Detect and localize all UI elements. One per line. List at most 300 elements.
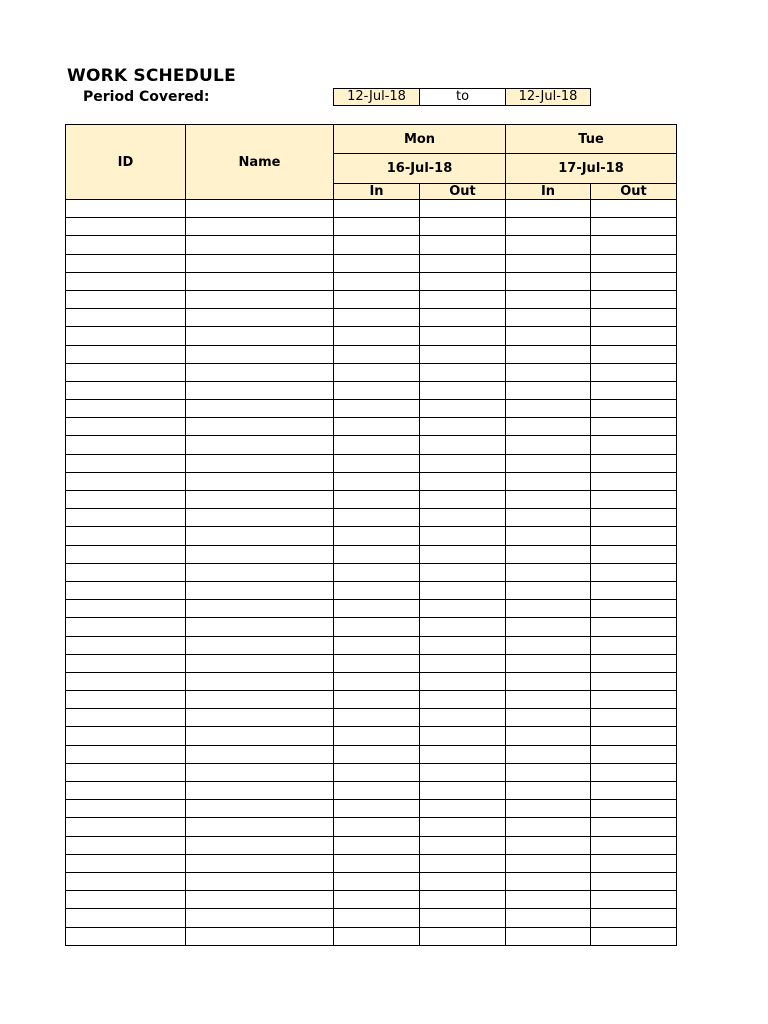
tue-in-cell[interactable] [506, 509, 591, 527]
mon-in-cell[interactable] [334, 545, 420, 563]
mon-out-cell[interactable] [420, 345, 506, 363]
tue-out-cell[interactable] [591, 363, 677, 381]
tue-in-cell[interactable] [506, 672, 591, 690]
mon-out-cell[interactable] [420, 200, 506, 218]
id-cell[interactable] [66, 418, 186, 436]
mon-in-cell[interactable] [334, 454, 420, 472]
mon-in-cell[interactable] [334, 327, 420, 345]
tue-out-cell[interactable] [591, 818, 677, 836]
table-row [66, 509, 677, 527]
tue-out-cell[interactable] [591, 581, 677, 599]
table-row [66, 563, 677, 581]
tue-in-cell[interactable] [506, 636, 591, 654]
mon-in-cell[interactable] [334, 218, 420, 236]
id-cell[interactable] [66, 491, 186, 509]
mon-out-cell[interactable] [420, 636, 506, 654]
table-row [66, 254, 677, 272]
header-tue-in[interactable]: In [506, 184, 591, 200]
mon-out-cell[interactable] [420, 891, 506, 909]
mon-in-cell[interactable] [334, 381, 420, 399]
tue-out-cell[interactable] [591, 400, 677, 418]
header-date-mon[interactable]: 16-Jul-18 [334, 154, 506, 184]
tue-in-cell[interactable] [506, 327, 591, 345]
table-row [66, 272, 677, 290]
id-cell[interactable] [66, 672, 186, 690]
mon-out-cell[interactable] [420, 254, 506, 272]
mon-out-cell[interactable] [420, 436, 506, 454]
mon-out-cell[interactable] [420, 563, 506, 581]
name-cell[interactable] [186, 818, 334, 836]
mon-in-cell[interactable] [334, 290, 420, 308]
tue-out-cell[interactable] [591, 800, 677, 818]
tue-out-cell[interactable] [591, 600, 677, 618]
name-cell[interactable] [186, 254, 334, 272]
mon-in-cell[interactable] [334, 872, 420, 890]
tue-out-cell[interactable] [591, 563, 677, 581]
id-cell[interactable] [66, 782, 186, 800]
header-id[interactable]: ID [66, 125, 186, 200]
name-cell[interactable] [186, 618, 334, 636]
mon-out-cell[interactable] [420, 654, 506, 672]
name-cell[interactable] [186, 854, 334, 872]
table-row [66, 909, 677, 927]
mon-in-cell[interactable] [334, 654, 420, 672]
tue-out-cell[interactable] [591, 691, 677, 709]
name-cell[interactable] [186, 600, 334, 618]
id-cell[interactable] [66, 472, 186, 490]
tue-in-cell[interactable] [506, 854, 591, 872]
tue-out-cell[interactable] [591, 527, 677, 545]
table-row [66, 236, 677, 254]
tue-in-cell[interactable] [506, 236, 591, 254]
tue-out-cell[interactable] [591, 491, 677, 509]
table-row [66, 672, 677, 690]
mon-in-cell[interactable] [334, 236, 420, 254]
header-date-tue[interactable]: 17-Jul-18 [506, 154, 677, 184]
id-cell[interactable] [66, 309, 186, 327]
tue-in-cell[interactable] [506, 363, 591, 381]
mon-in-cell[interactable] [334, 800, 420, 818]
mon-out-cell[interactable] [420, 272, 506, 290]
tue-out-cell[interactable] [591, 345, 677, 363]
id-cell[interactable] [66, 363, 186, 381]
id-cell[interactable] [66, 891, 186, 909]
tue-in-cell[interactable] [506, 218, 591, 236]
mon-out-cell[interactable] [420, 927, 506, 945]
tue-in-cell[interactable] [506, 345, 591, 363]
name-cell[interactable] [186, 290, 334, 308]
mon-out-cell[interactable] [420, 836, 506, 854]
tue-in-cell[interactable] [506, 254, 591, 272]
table-row [66, 436, 677, 454]
table-row [66, 418, 677, 436]
period-start-cell[interactable]: 12-Jul-18 [333, 88, 420, 106]
mon-in-cell[interactable] [334, 200, 420, 218]
mon-out-cell[interactable] [420, 327, 506, 345]
mon-out-cell[interactable] [420, 509, 506, 527]
tue-out-cell[interactable] [591, 509, 677, 527]
id-cell[interactable] [66, 381, 186, 399]
mon-in-cell[interactable] [334, 763, 420, 781]
id-cell[interactable] [66, 272, 186, 290]
mon-out-cell[interactable] [420, 236, 506, 254]
name-cell[interactable] [186, 363, 334, 381]
mon-out-cell[interactable] [420, 363, 506, 381]
tue-in-cell[interactable] [506, 691, 591, 709]
name-cell[interactable] [186, 709, 334, 727]
id-cell[interactable] [66, 581, 186, 599]
mon-out-cell[interactable] [420, 290, 506, 308]
name-cell[interactable] [186, 309, 334, 327]
tue-in-cell[interactable] [506, 400, 591, 418]
tue-in-cell[interactable] [506, 709, 591, 727]
mon-in-cell[interactable] [334, 854, 420, 872]
mon-in-cell[interactable] [334, 418, 420, 436]
id-cell[interactable] [66, 763, 186, 781]
tue-in-cell[interactable] [506, 545, 591, 563]
tue-out-cell[interactable] [591, 854, 677, 872]
mon-in-cell[interactable] [334, 636, 420, 654]
tue-in-cell[interactable] [506, 818, 591, 836]
mon-out-cell[interactable] [420, 527, 506, 545]
tue-in-cell[interactable] [506, 290, 591, 308]
tue-out-cell[interactable] [591, 254, 677, 272]
mon-out-cell[interactable] [420, 545, 506, 563]
tue-out-cell[interactable] [591, 927, 677, 945]
tue-out-cell[interactable] [591, 545, 677, 563]
tue-out-cell[interactable] [591, 236, 677, 254]
tue-in-cell[interactable] [506, 454, 591, 472]
mon-out-cell[interactable] [420, 218, 506, 236]
name-cell[interactable] [186, 581, 334, 599]
tue-out-cell[interactable] [591, 272, 677, 290]
table-row [66, 836, 677, 854]
id-cell[interactable] [66, 600, 186, 618]
name-cell[interactable] [186, 272, 334, 290]
id-cell[interactable] [66, 345, 186, 363]
mon-in-cell[interactable] [334, 309, 420, 327]
name-cell[interactable] [186, 472, 334, 490]
table-row [66, 290, 677, 308]
mon-out-cell[interactable] [420, 618, 506, 636]
name-cell[interactable] [186, 891, 334, 909]
mon-out-cell[interactable] [420, 418, 506, 436]
table-row [66, 727, 677, 745]
id-cell[interactable] [66, 927, 186, 945]
tue-in-cell[interactable] [506, 272, 591, 290]
header-day-mon[interactable]: Mon [334, 125, 506, 154]
table-row [66, 854, 677, 872]
table-row [66, 618, 677, 636]
name-cell[interactable] [186, 763, 334, 781]
id-cell[interactable] [66, 636, 186, 654]
header-tue-out[interactable]: Out [591, 184, 677, 200]
mon-out-cell[interactable] [420, 581, 506, 599]
mon-in-cell[interactable] [334, 909, 420, 927]
header-mon-in[interactable]: In [334, 184, 420, 200]
id-cell[interactable] [66, 836, 186, 854]
mon-in-cell[interactable] [334, 891, 420, 909]
name-cell[interactable] [186, 436, 334, 454]
tue-in-cell[interactable] [506, 581, 591, 599]
tue-out-cell[interactable] [591, 218, 677, 236]
mon-out-cell[interactable] [420, 800, 506, 818]
table-row [66, 200, 677, 218]
tue-in-cell[interactable] [506, 763, 591, 781]
mon-out-cell[interactable] [420, 745, 506, 763]
mon-out-cell[interactable] [420, 491, 506, 509]
tue-in-cell[interactable] [506, 309, 591, 327]
tue-out-cell[interactable] [591, 672, 677, 690]
id-cell[interactable] [66, 818, 186, 836]
name-cell[interactable] [186, 672, 334, 690]
table-row [66, 782, 677, 800]
schedule-table [65, 124, 677, 946]
mon-out-cell[interactable] [420, 727, 506, 745]
id-cell[interactable] [66, 691, 186, 709]
table-row [66, 400, 677, 418]
name-cell[interactable] [186, 218, 334, 236]
id-cell[interactable] [66, 745, 186, 763]
mon-in-cell[interactable] [334, 709, 420, 727]
mon-in-cell[interactable] [334, 600, 420, 618]
tue-out-cell[interactable] [591, 909, 677, 927]
mon-out-cell[interactable] [420, 309, 506, 327]
header-day-tue[interactable]: Tue [506, 125, 677, 154]
mon-in-cell[interactable] [334, 927, 420, 945]
table-row [66, 527, 677, 545]
id-cell[interactable] [66, 509, 186, 527]
id-cell[interactable] [66, 290, 186, 308]
id-cell[interactable] [66, 709, 186, 727]
id-cell[interactable] [66, 236, 186, 254]
tue-out-cell[interactable] [591, 381, 677, 399]
period-end-cell[interactable]: 12-Jul-18 [505, 88, 591, 106]
tue-out-cell[interactable] [591, 636, 677, 654]
tue-in-cell[interactable] [506, 654, 591, 672]
name-cell[interactable] [186, 200, 334, 218]
mon-out-cell[interactable] [420, 782, 506, 800]
mon-in-cell[interactable] [334, 745, 420, 763]
name-cell[interactable] [186, 909, 334, 927]
id-cell[interactable] [66, 727, 186, 745]
tue-out-cell[interactable] [591, 290, 677, 308]
tue-in-cell[interactable] [506, 836, 591, 854]
id-cell[interactable] [66, 618, 186, 636]
tue-out-cell[interactable] [591, 436, 677, 454]
mon-in-cell[interactable] [334, 782, 420, 800]
id-cell[interactable] [66, 545, 186, 563]
tue-out-cell[interactable] [591, 745, 677, 763]
mon-in-cell[interactable] [334, 672, 420, 690]
name-cell[interactable] [186, 236, 334, 254]
header-mon-out[interactable]: Out [420, 184, 506, 200]
id-cell[interactable] [66, 872, 186, 890]
id-cell[interactable] [66, 654, 186, 672]
tue-out-cell[interactable] [591, 763, 677, 781]
tue-in-cell[interactable] [506, 782, 591, 800]
name-cell[interactable] [186, 727, 334, 745]
table-row [66, 709, 677, 727]
mon-out-cell[interactable] [420, 672, 506, 690]
name-cell[interactable] [186, 800, 334, 818]
mon-out-cell[interactable] [420, 472, 506, 490]
mon-in-cell[interactable] [334, 836, 420, 854]
tue-out-cell[interactable] [591, 454, 677, 472]
period-covered-label: Period Covered: [83, 89, 210, 105]
name-cell[interactable] [186, 636, 334, 654]
tue-in-cell[interactable] [506, 891, 591, 909]
name-cell[interactable] [186, 654, 334, 672]
id-cell[interactable] [66, 254, 186, 272]
mon-in-cell[interactable] [334, 691, 420, 709]
tue-in-cell[interactable] [506, 745, 591, 763]
id-cell[interactable] [66, 563, 186, 581]
tue-out-cell[interactable] [591, 309, 677, 327]
mon-in-cell[interactable] [334, 345, 420, 363]
tue-out-cell[interactable] [591, 200, 677, 218]
name-cell[interactable] [186, 491, 334, 509]
tue-in-cell[interactable] [506, 200, 591, 218]
mon-out-cell[interactable] [420, 600, 506, 618]
tue-out-cell[interactable] [591, 727, 677, 745]
mon-out-cell[interactable] [420, 691, 506, 709]
mon-in-cell[interactable] [334, 527, 420, 545]
tue-in-cell[interactable] [506, 909, 591, 927]
id-cell[interactable] [66, 800, 186, 818]
table-row [66, 581, 677, 599]
tue-in-cell[interactable] [506, 927, 591, 945]
mon-out-cell[interactable] [420, 818, 506, 836]
id-cell[interactable] [66, 436, 186, 454]
name-cell[interactable] [186, 836, 334, 854]
mon-out-cell[interactable] [420, 763, 506, 781]
mon-in-cell[interactable] [334, 563, 420, 581]
tue-in-cell[interactable] [506, 800, 591, 818]
tue-out-cell[interactable] [591, 327, 677, 345]
tue-out-cell[interactable] [591, 891, 677, 909]
mon-in-cell[interactable] [334, 581, 420, 599]
table-row [66, 363, 677, 381]
table-row [66, 800, 677, 818]
tue-out-cell[interactable] [591, 654, 677, 672]
id-cell[interactable] [66, 200, 186, 218]
tue-out-cell[interactable] [591, 472, 677, 490]
name-cell[interactable] [186, 400, 334, 418]
table-row [66, 654, 677, 672]
header-name[interactable]: Name [186, 125, 334, 200]
table-row [66, 218, 677, 236]
mon-in-cell[interactable] [334, 491, 420, 509]
name-cell[interactable] [186, 345, 334, 363]
name-cell[interactable] [186, 527, 334, 545]
tue-in-cell[interactable] [506, 618, 591, 636]
table-row [66, 545, 677, 563]
name-cell[interactable] [186, 418, 334, 436]
mon-out-cell[interactable] [420, 909, 506, 927]
id-cell[interactable] [66, 454, 186, 472]
id-cell[interactable] [66, 854, 186, 872]
name-cell[interactable] [186, 545, 334, 563]
mon-in-cell[interactable] [334, 509, 420, 527]
mon-in-cell[interactable] [334, 436, 420, 454]
tue-in-cell[interactable] [506, 418, 591, 436]
id-cell[interactable] [66, 400, 186, 418]
mon-in-cell[interactable] [334, 727, 420, 745]
id-cell[interactable] [66, 527, 186, 545]
table-row [66, 381, 677, 399]
id-cell[interactable] [66, 218, 186, 236]
name-cell[interactable] [186, 454, 334, 472]
tue-in-cell[interactable] [506, 872, 591, 890]
mon-in-cell[interactable] [334, 254, 420, 272]
name-cell[interactable] [186, 691, 334, 709]
mon-in-cell[interactable] [334, 363, 420, 381]
table-row [66, 327, 677, 345]
table-row [66, 818, 677, 836]
tue-in-cell[interactable] [506, 436, 591, 454]
table-row [66, 891, 677, 909]
id-cell[interactable] [66, 327, 186, 345]
table-row [66, 927, 677, 945]
name-cell[interactable] [186, 381, 334, 399]
name-cell[interactable] [186, 327, 334, 345]
mon-in-cell[interactable] [334, 618, 420, 636]
mon-out-cell[interactable] [420, 454, 506, 472]
tue-out-cell[interactable] [591, 782, 677, 800]
table-row [66, 636, 677, 654]
mon-out-cell[interactable] [420, 854, 506, 872]
tue-in-cell[interactable] [506, 491, 591, 509]
table-row [66, 309, 677, 327]
tue-in-cell[interactable] [506, 527, 591, 545]
id-cell[interactable] [66, 909, 186, 927]
mon-in-cell[interactable] [334, 400, 420, 418]
table-row [66, 472, 677, 490]
tue-out-cell[interactable] [591, 872, 677, 890]
schedule-body [66, 200, 677, 946]
tue-in-cell[interactable] [506, 600, 591, 618]
name-cell[interactable] [186, 509, 334, 527]
tue-out-cell[interactable] [591, 836, 677, 854]
table-row [66, 454, 677, 472]
mon-out-cell[interactable] [420, 872, 506, 890]
tue-in-cell[interactable] [506, 472, 591, 490]
document-title: WORK SCHEDULE [67, 66, 236, 86]
mon-in-cell[interactable] [334, 272, 420, 290]
mon-out-cell[interactable] [420, 400, 506, 418]
mon-in-cell[interactable] [334, 472, 420, 490]
mon-out-cell[interactable] [420, 381, 506, 399]
name-cell[interactable] [186, 745, 334, 763]
table-row [66, 691, 677, 709]
name-cell[interactable] [186, 563, 334, 581]
tue-out-cell[interactable] [591, 418, 677, 436]
mon-out-cell[interactable] [420, 709, 506, 727]
tue-out-cell[interactable] [591, 618, 677, 636]
tue-in-cell[interactable] [506, 563, 591, 581]
name-cell[interactable] [186, 927, 334, 945]
mon-in-cell[interactable] [334, 818, 420, 836]
tue-in-cell[interactable] [506, 381, 591, 399]
table-row [66, 872, 677, 890]
tue-in-cell[interactable] [506, 727, 591, 745]
name-cell[interactable] [186, 872, 334, 890]
table-row [66, 600, 677, 618]
tue-out-cell[interactable] [591, 709, 677, 727]
name-cell[interactable] [186, 782, 334, 800]
table-row [66, 763, 677, 781]
